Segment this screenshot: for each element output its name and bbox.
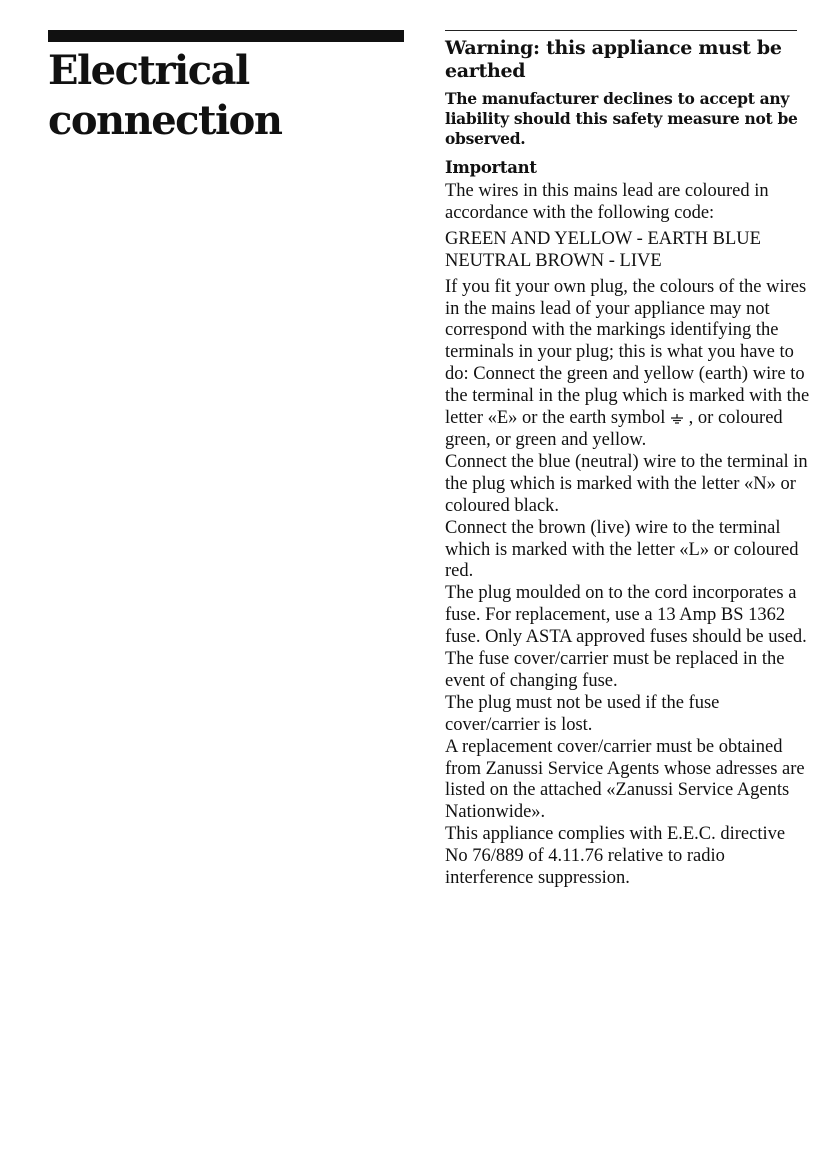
disclaimer-text: The manufacturer declines to accept any liability should this safety measure not be observed. [445,89,798,148]
page-title [48,46,408,146]
earth-instruction-text: If you fit your own plug, the colours of the wires in the mains lead of your appliance may not correspond with the markings identifying the terminals in your plug; this is what you have to do: Connect the green and yellow (earth) wire to the terminal in the plug which is marked with the letter «E» or the earth symbol [445,276,810,429]
content-column [445,30,810,890]
colour-code: GREEN AND YELLOW - EARTH BLUE NEUTRAL BROWN - LIVE [445,228,761,271]
warning-heading: Warning: this appliance must be earthed [445,37,782,82]
title-block [48,30,408,146]
neutral-instruction: Connect the blue (neutral) wire to the terminal in the plug which is marked with the letter «N» or coloured black. [445,451,808,516]
live-instruction: Connect the brown (live) wire to the terminal which is marked with the letter «L» or coloured red. [445,517,799,582]
eec-directive-note: This appliance complies with E.E.C. directive No 76/889 of 4.11.76 relative to radio interference suppression. [445,824,786,889]
service-agents-note: A replacement cover/carrier must be obtained from Zanussi Service Agents whose adresses are listed on the attached «Zanussi Service Agents Nationwide». [445,736,805,823]
top-rule [445,30,797,31]
fuse-instruction: The plug moulded on to the cord incorporates a fuse. For replacement, use a 13 Amp BS 1362 fuse. Only ASTA approved fuses should be used. [445,583,807,648]
title-bar [48,30,404,42]
earth-instruction-tail: , or coloured green, or green and yellow. [445,408,783,450]
earth-symbol-icon [670,414,684,424]
earth-instruction [445,277,810,452]
title-line-1: Electrical [48,47,249,94]
important-heading: Important [445,158,537,177]
cover-lost-note: The plug must not be used if the fuse cover/carrier is lost. [445,692,720,735]
title-line-2: connection [48,97,282,144]
colour-code-intro: The wires in this mains lead are coloured in accordance with the following code: [445,181,769,223]
cover-replace-note: The fuse cover/carrier must be replaced in the event of changing fuse. [445,649,785,691]
